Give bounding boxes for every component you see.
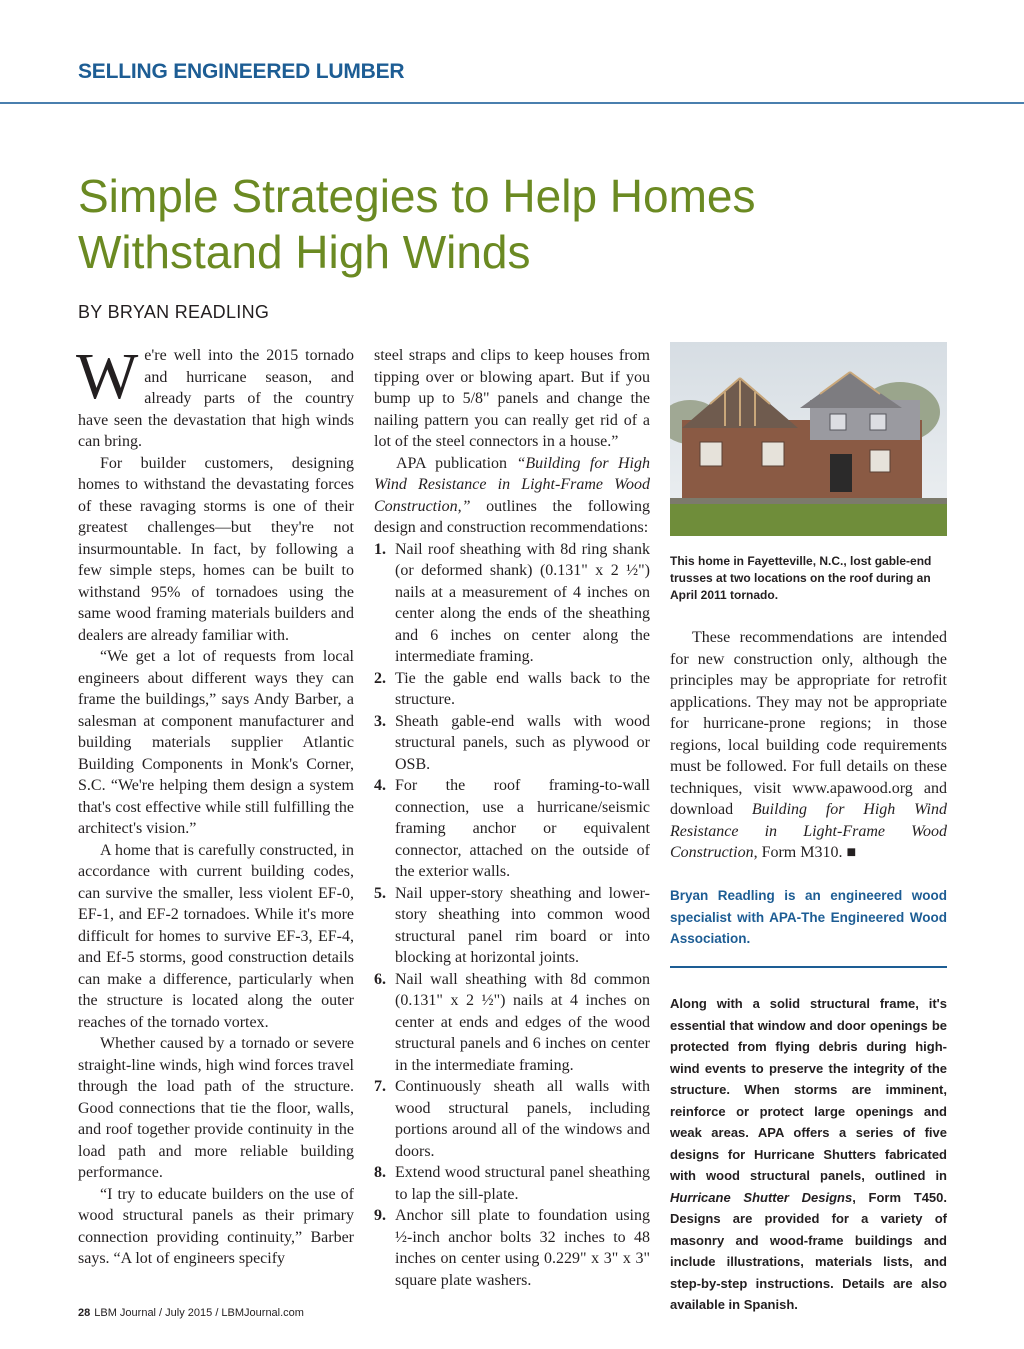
list-number: 9.	[374, 1207, 386, 1224]
page-number: 28	[78, 1307, 91, 1319]
title-line-2: Withstand High Winds	[78, 226, 531, 278]
list-item-text: Nail upper-story sheathing and lower-story sheathing into common wood structural panel rim board or into blocking at horizontal joints.	[395, 884, 650, 966]
photo-caption: This home in Fayetteville, N.C., lost gable-end trusses at two locations on the roof during an April 2011 tornado.	[670, 554, 932, 602]
list-item-text: Nail wall sheathing with 8d common (0.131" x 2 ½") nails at 4 inches on center at ends and edges of the wood structural panels and 6 inches on center in the intermediate framing.	[395, 970, 650, 1074]
column-3	[670, 627, 947, 864]
list-item-text: Sheath gable-end walls with wood structural panels, such as plywood or OSB.	[395, 712, 650, 773]
list-number: 4.	[374, 777, 386, 794]
drop-cap: W	[76, 340, 139, 413]
list-item	[374, 969, 650, 1077]
paragraph: “We get a lot of requests from local engineers about different ways they can frame the buildings,” says Andy Barber, a salesman at component manufacturer and building materials supplier Atlantic Building Components in Monk's Corner, S.C. “We're helping them design a system that's cost effective while still fulfilling the architect's vision.”	[78, 648, 354, 837]
list-number: 5.	[374, 884, 386, 902]
list-number: 1.	[374, 540, 386, 558]
recommendations-list	[374, 539, 650, 1292]
column-1	[76, 340, 354, 1270]
list-item-text: For the roof framing-to-wall connection, use a hurricane/seismic framing anchor or equivalent connector, attached on the outside of the exterior walls.	[395, 777, 650, 880]
paragraph: steel straps and clips to keep houses from tipping over or blowing apart. But if you bump up to 5/8" panels and change the nailing pattern you can really get rid of a lot of the steel connectors in a house.”	[374, 347, 650, 450]
publication-title: Building for High Wind Resistance in Light-Frame Wood Construction	[670, 801, 947, 861]
list-number: 3.	[374, 712, 386, 730]
paragraph: A home that is carefully constructed, in accordance with current building codes, can survive the smaller, less violent EF-0, EF-1, and EF-2 tornadoes. While it's more difficult for homes to survive EF-3, EF-4, and Ef-5 storms, good construction details can make a difference, particularly when the structure is located along the outer reaches of the tornado vortex.	[78, 841, 354, 1031]
list-number: 6.	[374, 970, 386, 988]
end-mark: ■	[846, 844, 857, 861]
list-item	[374, 668, 650, 711]
bio-rule	[670, 966, 947, 968]
publication-title: Hurricane Shutter Designs	[670, 1189, 853, 1205]
sidebar-text: Along with a solid structural frame, it's essential that window and door openings be protected from flying debris during high-wind events to preserve the integrity of the structure. When storms are imminent, reinforce or protect large openings and weak areas. APA offers a series of five designs for Hurricane Shutters fabricated with wood structural panels, outlined in	[670, 996, 947, 1183]
byline: BY BRYAN READLING	[78, 302, 270, 322]
paragraph-text: , Form M310.	[753, 844, 843, 861]
list-item	[374, 711, 650, 776]
title-line-1: Simple Strategies to Help Homes	[78, 170, 756, 222]
footer-text: LBM Journal / July 2015 / LBMJournal.com	[94, 1307, 304, 1319]
paragraph-text: APA publication	[396, 454, 517, 472]
paragraph-text: e're well into the 2015 tornado and hurricane season, and already parts of the country have seen the devastation that high winds can bring.	[78, 347, 354, 450]
header-rule	[0, 102, 1024, 104]
author-bio: Bryan Readling is an engineered wood specialist with APA-The Engineered Wood Association.	[670, 888, 947, 946]
paragraph-text: outlines the following design and construction recommendations:	[374, 497, 650, 536]
paragraph	[670, 627, 947, 864]
article-title	[78, 168, 978, 280]
paragraph: For builder customers, designing homes to withstand the devastating forces of these ravaging storms is one of their greatest challenges—but they're not insurmountable. In fact, by following a few simple steps, homes can be built to withstand 95% of tornadoes using the same wood framing materials builders and dealers are already familiar with.	[78, 454, 354, 644]
list-item-text: Anchor sill plate to foundation using ½-inch anchor bolts 32 inches to 48 inches on center using 0.229" x 3" x 3" square plate washers.	[395, 1207, 650, 1289]
paragraph	[76, 340, 354, 453]
paragraph: Whether caused by a tornado or severe straight-line winds, high wind forces travel through the load path of the structure. Good connections that tie the floor, walls, and roof together provide continuity in the load path and more reliable building performance.	[78, 1035, 354, 1181]
list-item-text: Tie the gable end walls back to the structure.	[395, 669, 650, 708]
list-item-text: Continuously sheath all walls with wood structural panels, including portions around all of the windows and doors.	[395, 1078, 650, 1160]
page-footer	[78, 1307, 304, 1319]
paragraph	[374, 453, 650, 539]
list-number: 7.	[374, 1078, 386, 1095]
list-item	[374, 1162, 650, 1205]
sidebar-note	[670, 993, 947, 1316]
list-item	[374, 1076, 650, 1162]
list-item	[374, 775, 650, 883]
list-number: 8.	[374, 1164, 386, 1181]
section-label: SELLING ENGINEERED LUMBER	[78, 60, 405, 83]
list-number: 2.	[374, 669, 386, 687]
column-2	[374, 345, 650, 1291]
paragraph: “I try to educate builders on the use of wood structural panels as their primary connection providing continuity,” Barber says. “A lot of engineers specify	[78, 1185, 354, 1267]
sidebar-text: , Form T450. Designs are provided for a variety of masonry and wood-frame buildings and include illustrations, materials lists, and step-by-step instructions. Details are also available in Spanish.	[670, 1189, 947, 1312]
list-item-text: Extend wood structural panel sheathing to lap the sill-plate.	[395, 1164, 650, 1203]
paragraph-text: These recommendations are intended for new construction only, although the principles may be appropriate for retrofit applications. They may not be appropriate for hurricane-prone regions; in those regions, local building code requirements must be followed. For full details on these techniques, visit www.apawood.org and download	[670, 629, 947, 818]
list-item	[374, 1205, 650, 1291]
damaged-house-photo	[670, 342, 947, 536]
publication-title: “Building for High Wind Resistance in Light-Frame Wood Construction,”	[374, 454, 650, 515]
list-item	[374, 539, 650, 668]
list-item-text: Nail roof sheathing with 8d ring shank (or deformed shank) (0.131" x 2 ½") nails at a measurement of 4 inches on center along the ends of the sheathing and 6 inches on center along the intermediate framing.	[395, 540, 650, 665]
list-item	[374, 883, 650, 969]
